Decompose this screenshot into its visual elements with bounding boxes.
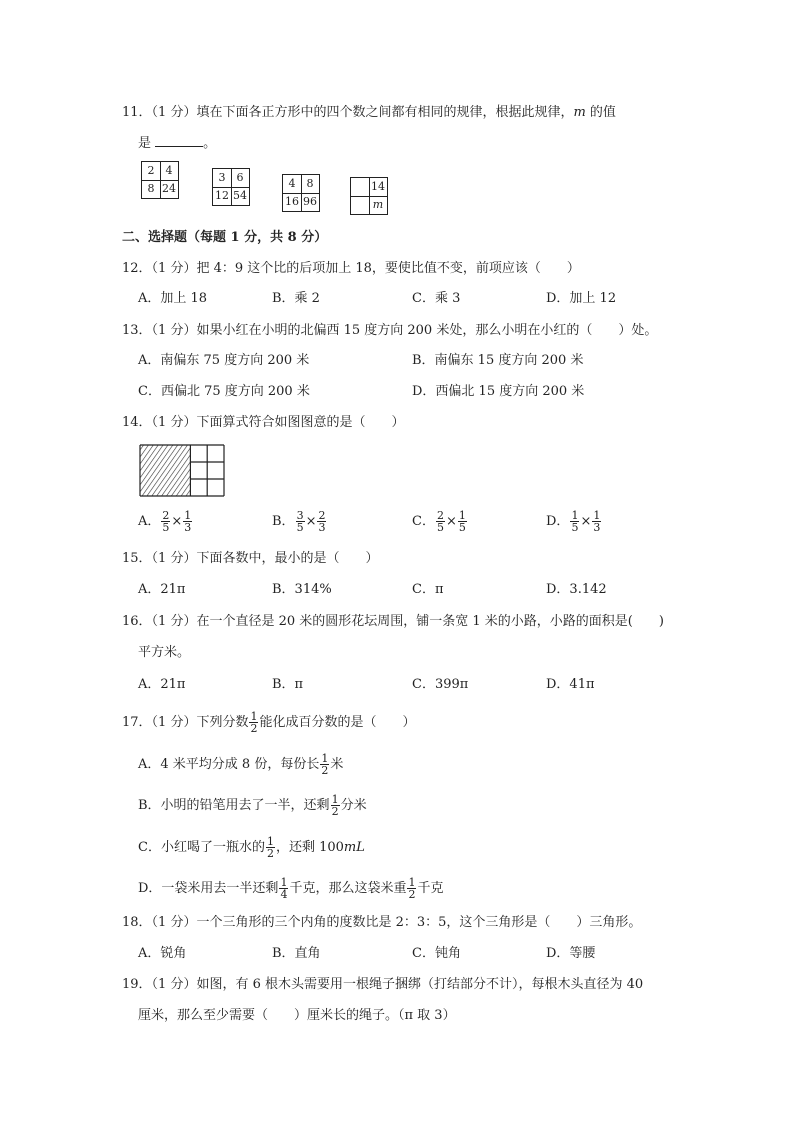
denominator: 2 bbox=[250, 722, 258, 735]
fraction bbox=[279, 877, 288, 900]
numerator: 1 bbox=[280, 876, 288, 889]
q14-stem: 14．（1 分）下面算式符合如图图意的是（ ） bbox=[122, 415, 405, 430]
denominator: 2 bbox=[266, 847, 274, 860]
q14-grid-figure bbox=[139, 444, 225, 497]
numerator: 1 bbox=[331, 793, 339, 806]
fraction bbox=[592, 510, 601, 533]
fraction bbox=[436, 510, 445, 533]
denominator: 2 bbox=[321, 764, 329, 777]
option-text: D．一袋米用去一半还剩 bbox=[138, 881, 279, 896]
q18-stem: 18．（1 分）一个三角形的三个内角的度数比是 2：3：5，这个三角形是（ ）三角形。 bbox=[122, 915, 642, 930]
square-cell: 8 bbox=[147, 182, 155, 195]
numerator: 1 bbox=[321, 752, 329, 765]
numerator: 1 bbox=[184, 509, 192, 522]
fraction bbox=[320, 753, 329, 776]
q16-option-d[interactable]: D．41π bbox=[546, 677, 595, 692]
denominator: 5 bbox=[436, 521, 444, 534]
q11-text: 11．（1 分）填在下面各正方形中的四个数之间都有相同的规律，根据此规律， bbox=[122, 105, 574, 120]
square-cell: 54 bbox=[233, 189, 247, 202]
times-sign: × bbox=[580, 514, 592, 529]
q17-stem bbox=[122, 711, 415, 734]
option-letter: A． bbox=[138, 514, 161, 529]
numerator: 1 bbox=[250, 710, 258, 723]
q19-line1: 19．（1 分）如图，有 6 根木头需要用一根绳子捆绑（打结部分不计），每根木头直径为 40 bbox=[122, 977, 644, 992]
denominator: 4 bbox=[280, 888, 288, 901]
square-cell: 3 bbox=[218, 171, 226, 184]
square-cell: 12 bbox=[215, 189, 229, 202]
square-cell: 2 bbox=[147, 164, 155, 177]
q18-option-d[interactable]: D．等腰 bbox=[546, 946, 596, 961]
q14-shaded-region bbox=[140, 445, 190, 496]
option-text-end: 千克 bbox=[417, 881, 444, 896]
fraction bbox=[570, 510, 579, 533]
numerator: 1 bbox=[571, 509, 579, 522]
square-cell: 8 bbox=[306, 177, 314, 190]
q13-option-d[interactable]: D．西偏北 15 度方向 200 米 bbox=[412, 384, 585, 399]
denominator: 3 bbox=[593, 521, 601, 534]
q17-stem-post: 能化成百分数的是（ ） bbox=[259, 715, 416, 730]
q11-answer-blank[interactable] bbox=[155, 134, 203, 147]
q14-option-c[interactable] bbox=[412, 510, 468, 533]
square-cell: 96 bbox=[303, 195, 317, 208]
q11-line1 bbox=[122, 104, 616, 122]
option-text-mid: 千克，那么这袋米重 bbox=[289, 881, 407, 896]
q17-option-b[interactable] bbox=[138, 794, 367, 817]
times-sign: × bbox=[445, 514, 457, 529]
numerator: 2 bbox=[162, 509, 170, 522]
square-cell: 24 bbox=[162, 182, 176, 195]
fraction bbox=[458, 510, 467, 533]
square-cell: 4 bbox=[288, 177, 296, 190]
q11-line2-end: 。 bbox=[203, 136, 217, 151]
numerator: 1 bbox=[458, 509, 466, 522]
option-text: C．小红喝了一瓶水的 bbox=[138, 840, 265, 855]
section-2-title: 二、选择题（每题 1 分，共 8 分） bbox=[122, 230, 328, 245]
q11-text-end: 的值 bbox=[585, 105, 616, 120]
number-square bbox=[282, 174, 320, 212]
q14-option-b[interactable] bbox=[272, 510, 327, 533]
q15-option-c[interactable]: C．π bbox=[412, 582, 444, 597]
q18-option-b[interactable]: B．直角 bbox=[272, 946, 321, 961]
denominator: 5 bbox=[571, 521, 579, 534]
q11-line2 bbox=[138, 134, 216, 153]
q17-option-d[interactable] bbox=[138, 877, 443, 900]
q18-option-c[interactable]: C．钝角 bbox=[412, 946, 461, 961]
q12-option-a[interactable]: A．加上 18 bbox=[138, 291, 208, 306]
times-sign: × bbox=[305, 514, 317, 529]
unit-ml: mL bbox=[343, 840, 365, 855]
option-letter: D． bbox=[546, 514, 570, 529]
q12-option-b[interactable]: B．乘 2 bbox=[272, 291, 320, 306]
q17-option-c[interactable] bbox=[138, 836, 365, 859]
q16-option-a[interactable]: A．21π bbox=[138, 677, 186, 692]
denominator: 5 bbox=[296, 521, 304, 534]
q12-option-d[interactable]: D．加上 12 bbox=[546, 291, 617, 306]
times-sign: × bbox=[171, 514, 183, 529]
denominator: 2 bbox=[408, 888, 416, 901]
q12-option-c[interactable]: C．乘 3 bbox=[412, 291, 461, 306]
fraction bbox=[407, 877, 416, 900]
option-text-end: 分米 bbox=[340, 798, 367, 813]
option-letter: C． bbox=[412, 514, 435, 529]
q16-option-c[interactable]: C．399π bbox=[412, 677, 469, 692]
numerator: 1 bbox=[408, 876, 416, 889]
fraction bbox=[249, 711, 258, 734]
number-square bbox=[141, 161, 179, 199]
denominator: 2 bbox=[331, 805, 339, 818]
denominator: 3 bbox=[318, 521, 326, 534]
q15-option-d[interactable]: D．3.142 bbox=[546, 582, 607, 597]
square-cell: 14 bbox=[371, 180, 385, 193]
q14-option-d[interactable] bbox=[546, 510, 602, 533]
denominator: 5 bbox=[458, 521, 466, 534]
fraction bbox=[161, 510, 170, 533]
q11-var-m: m bbox=[573, 105, 586, 120]
number-square bbox=[350, 177, 388, 215]
fraction bbox=[317, 510, 326, 533]
q16-stem: 16．（1 分）在一个直径是 20 米的圆形花坛周围，铺一条宽 1 米的小路，小路的面积是( ) bbox=[122, 614, 664, 629]
q15-stem: 15．（1 分）下面各数中，最小的是（ ） bbox=[122, 551, 379, 566]
numerator: 1 bbox=[593, 509, 601, 522]
q16-option-b[interactable]: B．π bbox=[272, 677, 304, 692]
q12-stem: 12．（1 分）把 4：9 这个比的后项加上 18，要使比值不变，前项应该（ ） bbox=[122, 261, 580, 276]
q19-line2: 厘米，那么至少需要（ ）厘米长的绳子。（π 取 3） bbox=[138, 1008, 456, 1023]
q17-option-a[interactable] bbox=[138, 753, 343, 776]
q13-option-a[interactable]: A．南偏东 75 度方向 200 米 bbox=[138, 353, 310, 368]
square-cell: 4 bbox=[165, 164, 173, 177]
q11-line2-start: 是 bbox=[138, 136, 152, 151]
denominator: 5 bbox=[162, 521, 170, 534]
q13-option-c[interactable]: C．西偏北 75 度方向 200 米 bbox=[138, 384, 310, 399]
q14-option-a[interactable] bbox=[138, 510, 193, 533]
numerator: 3 bbox=[296, 509, 304, 522]
option-text-end: ，还剩 100 bbox=[275, 840, 344, 855]
fraction bbox=[296, 510, 305, 533]
q15-option-b[interactable]: B．314% bbox=[272, 582, 332, 597]
q17-stem-pre: 17．（1 分）下列分数 bbox=[122, 715, 249, 730]
fraction bbox=[331, 794, 340, 817]
q13-stem: 13．（1 分）如果小红在小明的北偏西 15 度方向 200 米处，那么小明在小红的（ ）处。 bbox=[122, 323, 658, 338]
q15-option-a[interactable]: A．21π bbox=[138, 582, 186, 597]
option-letter: B． bbox=[272, 514, 295, 529]
q16-stem-line2: 平方米。 bbox=[138, 645, 191, 660]
number-square bbox=[212, 168, 250, 206]
square-cell: m bbox=[372, 198, 384, 211]
option-text: B．小明的铅笔用去了一半，还剩 bbox=[138, 798, 330, 813]
square-cell: 16 bbox=[285, 195, 299, 208]
q18-option-a[interactable]: A．锐角 bbox=[138, 946, 187, 961]
fraction bbox=[183, 510, 192, 533]
square-cell: 6 bbox=[236, 171, 244, 184]
q13-option-b[interactable]: B．南偏东 15 度方向 200 米 bbox=[412, 353, 584, 368]
square-cell bbox=[351, 196, 369, 214]
denominator: 3 bbox=[184, 521, 192, 534]
fraction bbox=[266, 836, 275, 859]
numerator: 2 bbox=[318, 509, 326, 522]
numerator: 1 bbox=[266, 835, 274, 848]
option-text-end: 米 bbox=[330, 757, 344, 772]
option-text: A．4 米平均分成 8 份，每份长 bbox=[138, 757, 320, 772]
numerator: 2 bbox=[436, 509, 444, 522]
square-cell bbox=[351, 178, 369, 196]
